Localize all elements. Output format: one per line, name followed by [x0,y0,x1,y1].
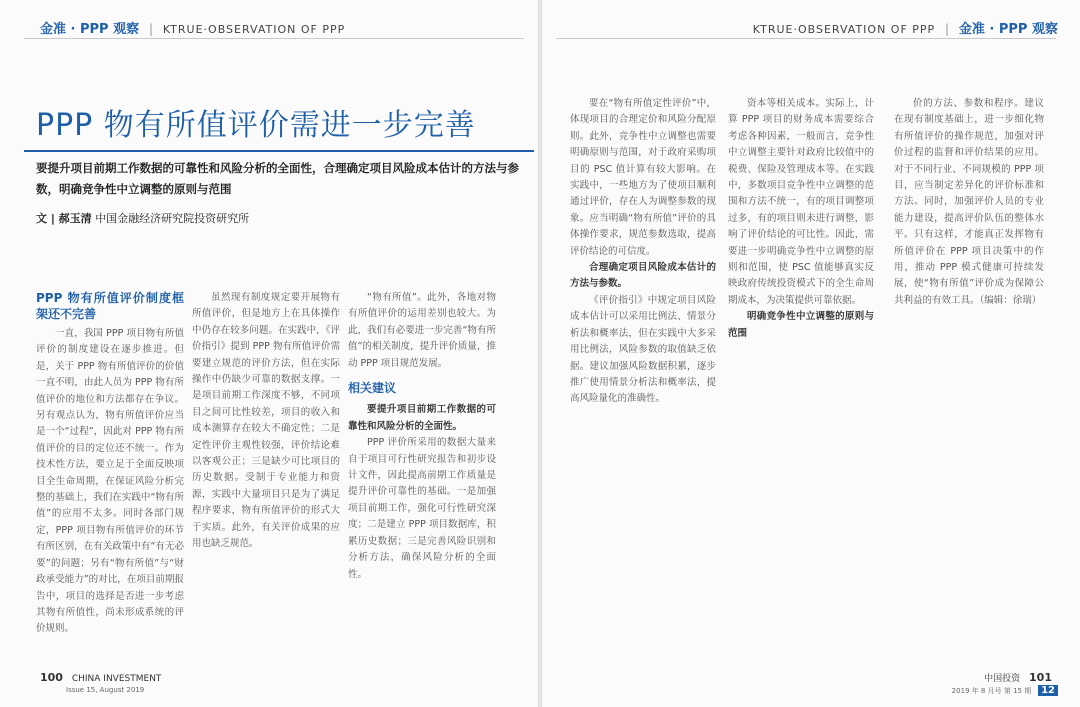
header-divider: | [945,22,950,36]
body-paragraph: 资本等相关成本。实际上，计算 PPP 项目的财务成本需要综合考虑各种因素，一般而言，竞争性中立调整主要针对政府比较值中的税费、保险及管理成本等。在实践中，多数项目竞争性中立调整的范围和方法不统一，有的项目调整项过多，有的项目则未进行调整，影响了评价结论的可比性。因此，需要进一步明确竞争性中立调整的原则和范围，使 PSC 值能够真实反映政府传统投资模式下的全生命周期成本，为决策提供可靠依据。 [728,98,874,306]
right-column-3 [894,96,1044,678]
right-column-2 [728,96,874,678]
header-brand: 金准 · PPP 观察 [40,22,140,37]
left-column-1 [36,290,184,658]
header-brand: 金准 · PPP 观察 [958,22,1058,37]
body-paragraph: 价的方法、参数和程序。建议在现有制度基础上，进一步细化物有所值评价的操作规范，加强对评价过程的监督和评价结果的应用。对于不同行业、不同规模的 PPP 项目，应当制定差异化的评价标准和方法。同时，加强评价人员的专业能力建设，提高评价队伍的整体水平。只有这样，才能真正发挥物有所值评价在 PPP 项目决策中的作用，推动 PPP 模式健康可持续发展，使“物有所值”评价成为保障公共利益的有效工具。（编辑：徐瑞） [894,98,1044,306]
header-rule [24,38,524,39]
section-heading: PPP 物有所值评价制度框架还不完善 [36,291,184,321]
running-header-left [40,18,345,37]
title-rule [24,150,534,152]
subheading: 明确竞争性中立调整的原则与范围 [728,311,874,339]
body-paragraph: 要在“物有所值定性评价”中，体现项目的合理定价和风险分配原则。此外，竞争性中立调整也需要明确原则与范围，对于政府采购项目的 PSC 值计算有较大影响。在实践中，一些地方为了使项目顺利通过评价，存在人为调整参数的现象。应当明确“物有所值”评价的具体操作要求，规范参数选取，提高评价结论的可信度。 [570,98,716,257]
left-column-3 [348,290,496,658]
right-column-1 [570,96,716,678]
header-divider: | [148,22,153,36]
footer-issue: Issue 15, August 2019 [66,686,145,694]
byline [36,210,249,226]
footer-magazine: 中国投资 [984,674,1021,684]
byline-author: 文 | 郝玉清 [36,212,92,225]
footer-badge: 12 [1038,685,1058,696]
header-english: KTRUE·OBSERVATION OF PPP [162,23,346,36]
article-lead: 要提升项目前期工作数据的可靠性和风险分析的全面性，合理确定项目风险成本估计的方法与参数，明确竞争性中立调整的原则与范围 [36,161,519,196]
body-paragraph: 《评价指引》中规定项目风险成本估计可以采用比例法、情景分析法和概率法，但在实践中大多采用比例法，风险参数的取值缺乏依据。建议加强风险数据积累，逐步推广使用情景分析法和概率法，提高风险量化的准确性。 [570,294,716,405]
body-paragraph: PPP 评价所采用的数据大量来自于项目可行性研究报告和初步设计文件，因此提高前期工作质量是提升评价可靠性的基础。一是加强项目前期工作，强化可行性研究深度；二是建立 PPP 项目数据库，积累历史数据；三是完善风险识别和分析方法，确保风险分析的全面性。 [348,437,496,580]
page-number: 100 [40,671,63,684]
left-page [0,0,538,707]
body-paragraph: 一直，我国 PPP 项目物有所值评价的制度建设在逐步推进。但是，关于 PPP 物有所值评价的价值一直不明，由此人员为 PPP 物有所值评价的地位和方法都存在争议。另有观点认为，物有所值评价应当是一个“过程”，因此对 PPP 物有所值评价的目的定位还不统一。作为技术性方法，要立足于全面反映项目全生命周期，在保证风险分析完整的基础上，我们在实践中“物有所值”的应用不太多。同时各部门规定，PPP 项目物有所值评价的环节有所区别，在有关政策中有“有无必要”的问题；另有“物有所值”与“财政承受能力”的对比，在项目前期报告中，项目的选择是否进一步考虑其物有所值性，尚未形成系统的评价规则。 [36,328,184,635]
page-number: 101 [1029,671,1052,684]
section-heading: 相关建议 [348,381,397,396]
body-paragraph: “物有所值”。此外，各地对物有所值评价的运用差别也较大。为此，我们有必要进一步完善“物有所值”的相关制度，提升评价质量，推动 PPP 项目规范发展。 [348,292,496,369]
subheading: 合理确定项目风险成本估计的方法与参数。 [570,262,716,290]
footer-issue: 2019 年 8 月号 第 15 期 [951,687,1032,695]
article-title: PPP 物有所值评价需进一步完善 [36,108,476,143]
body-paragraph: 虽然现有制度规定要开展物有所值评价，但是地方上在具体操作中仍存在较多问题。在实践中，《评价指引》提到 PPP 物有所值评价需要建立规范的评价方法，但在实际操作中仍缺少可靠的数据支撑。一是项目前期工作深度不够，不同项目之间可比性较差，项目的收入和成本测算存在较大不确定性；二是定性评价主观性较强，评价结论难以客观公正；三是缺少可比项目的历史数据。受制于专业能力和资源，实践中大量项目只是为了满足程序要求，物有所值评价的形式大于实质。此外，有关评价成果的应用也缺乏规范。 [192,292,340,550]
left-column-2 [192,290,340,658]
subheading: 要提升项目前期工作数据的可靠性和风险分析的全面性。 [348,404,496,432]
right-page [542,0,1080,707]
footer-right [952,672,1058,697]
running-header-right [753,18,1058,37]
header-english: KTRUE·OBSERVATION OF PPP [752,23,936,36]
footer-magazine: CHINA INVESTMENT [71,674,162,684]
byline-org: 中国金融经济研究院投资研究所 [95,212,250,225]
footer-left [40,672,161,696]
header-rule [556,38,1056,39]
